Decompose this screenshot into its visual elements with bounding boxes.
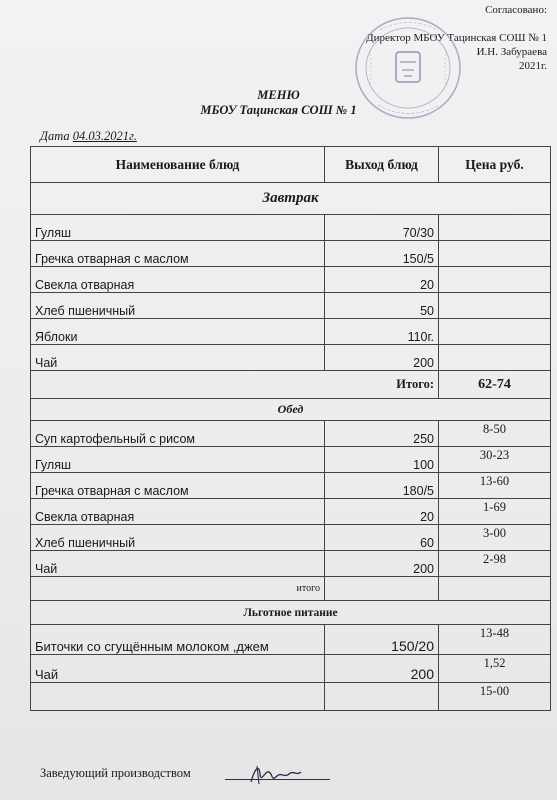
table-row (31, 319, 551, 345)
dish-name: Свекла отварная (31, 499, 325, 525)
table-row (31, 421, 551, 447)
dish-output: 200 (325, 551, 439, 577)
handwritten-signature (245, 760, 305, 790)
approval-name: И.Н. Забураева (476, 46, 547, 58)
table-row (31, 293, 551, 319)
dish-name: Биточки со сгущённым молоком ,джем (31, 625, 325, 655)
benefit-total-output (325, 683, 439, 711)
date-line (40, 129, 137, 144)
dish-price: 1,52 (439, 655, 551, 683)
breakfast-total-row (31, 371, 551, 399)
col-dish-header: Наименование блюд (31, 147, 325, 183)
breakfast-total-price: 62-74 (439, 371, 551, 399)
dish-output: 60 (325, 525, 439, 551)
dish-name: Чай (31, 655, 325, 683)
table-row (31, 447, 551, 473)
table-row (31, 473, 551, 499)
dish-output: 70/30 (325, 215, 439, 241)
dish-name: Чай (31, 551, 325, 577)
dish-output: 20 (325, 267, 439, 293)
table-row (31, 215, 551, 241)
dish-price (439, 293, 551, 319)
dish-output: 250 (325, 421, 439, 447)
table-row (31, 499, 551, 525)
dish-output: 200 (325, 345, 439, 371)
dish-output: 150/20 (325, 625, 439, 655)
date-label: Дата (40, 129, 70, 143)
dish-output: 100 (325, 447, 439, 473)
breakfast-section-row (31, 183, 551, 215)
benefit-section-row (31, 601, 551, 625)
dish-name: Яблоки (31, 319, 325, 345)
lunch-total-output (325, 577, 439, 601)
table-row (31, 551, 551, 577)
lunch-total-price (439, 577, 551, 601)
dish-name: Гуляш (31, 215, 325, 241)
dish-output: 110г. (325, 319, 439, 345)
dish-name: Хлеб пшеничный (31, 293, 325, 319)
menu-title-block (0, 88, 557, 118)
dish-name: Чай (31, 345, 325, 371)
table-row (31, 655, 551, 683)
dish-name: Свекла отварная (31, 267, 325, 293)
approval-year: 2021г. (518, 60, 547, 72)
table-header-row (31, 147, 551, 183)
col-output-header: Выход блюд (325, 147, 439, 183)
menu-table (30, 146, 551, 711)
menu-title: МЕНЮ (257, 88, 300, 102)
col-price-header: Цена руб. (439, 147, 551, 183)
dish-name: Суп картофельный с рисом (31, 421, 325, 447)
dish-output: 20 (325, 499, 439, 525)
dish-name: Гречка отварная с маслом (31, 473, 325, 499)
dish-output: 150/5 (325, 241, 439, 267)
dish-name: Гречка отварная с маслом (31, 241, 325, 267)
dish-price: 13-60 (439, 473, 551, 499)
breakfast-title: Завтрак (31, 183, 551, 215)
dish-output: 50 (325, 293, 439, 319)
approval-agreed: Согласовано: (485, 4, 547, 16)
dish-price (439, 241, 551, 267)
dish-name: Гуляш (31, 447, 325, 473)
footer-signature-label: Заведующий производством (40, 766, 191, 780)
benefit-total-label (31, 683, 325, 711)
dish-price: 2-98 (439, 551, 551, 577)
date-value: 04.03.2021г. (72, 129, 137, 143)
dish-price: 30-23 (439, 447, 551, 473)
table-row (31, 241, 551, 267)
dish-output: 200 (325, 655, 439, 683)
table-row (31, 525, 551, 551)
lunch-section-row (31, 399, 551, 421)
table-row (31, 345, 551, 371)
dish-output: 180/5 (325, 473, 439, 499)
dish-name: Хлеб пшеничный (31, 525, 325, 551)
lunch-total-label: итого (31, 577, 325, 601)
dish-price (439, 267, 551, 293)
dish-price: 13-48 (439, 625, 551, 655)
dish-price (439, 215, 551, 241)
dish-price (439, 319, 551, 345)
dish-price (439, 345, 551, 371)
table-row (31, 625, 551, 655)
benefit-title: Льготное питание (31, 601, 551, 625)
breakfast-total-label: Итого: (31, 371, 439, 399)
lunch-total-row (31, 577, 551, 601)
school-name: МБОУ Тацинская СОШ № 1 (200, 103, 357, 117)
approval-position: Директор МБОУ Тацинская СОШ № 1 (366, 32, 547, 44)
table-row (31, 267, 551, 293)
dish-price: 1-69 (439, 499, 551, 525)
benefit-total-price: 15-00 (439, 683, 551, 711)
lunch-title: Обед (31, 399, 551, 421)
benefit-total-row (31, 683, 551, 711)
dish-price: 3-00 (439, 525, 551, 551)
dish-price: 8-50 (439, 421, 551, 447)
